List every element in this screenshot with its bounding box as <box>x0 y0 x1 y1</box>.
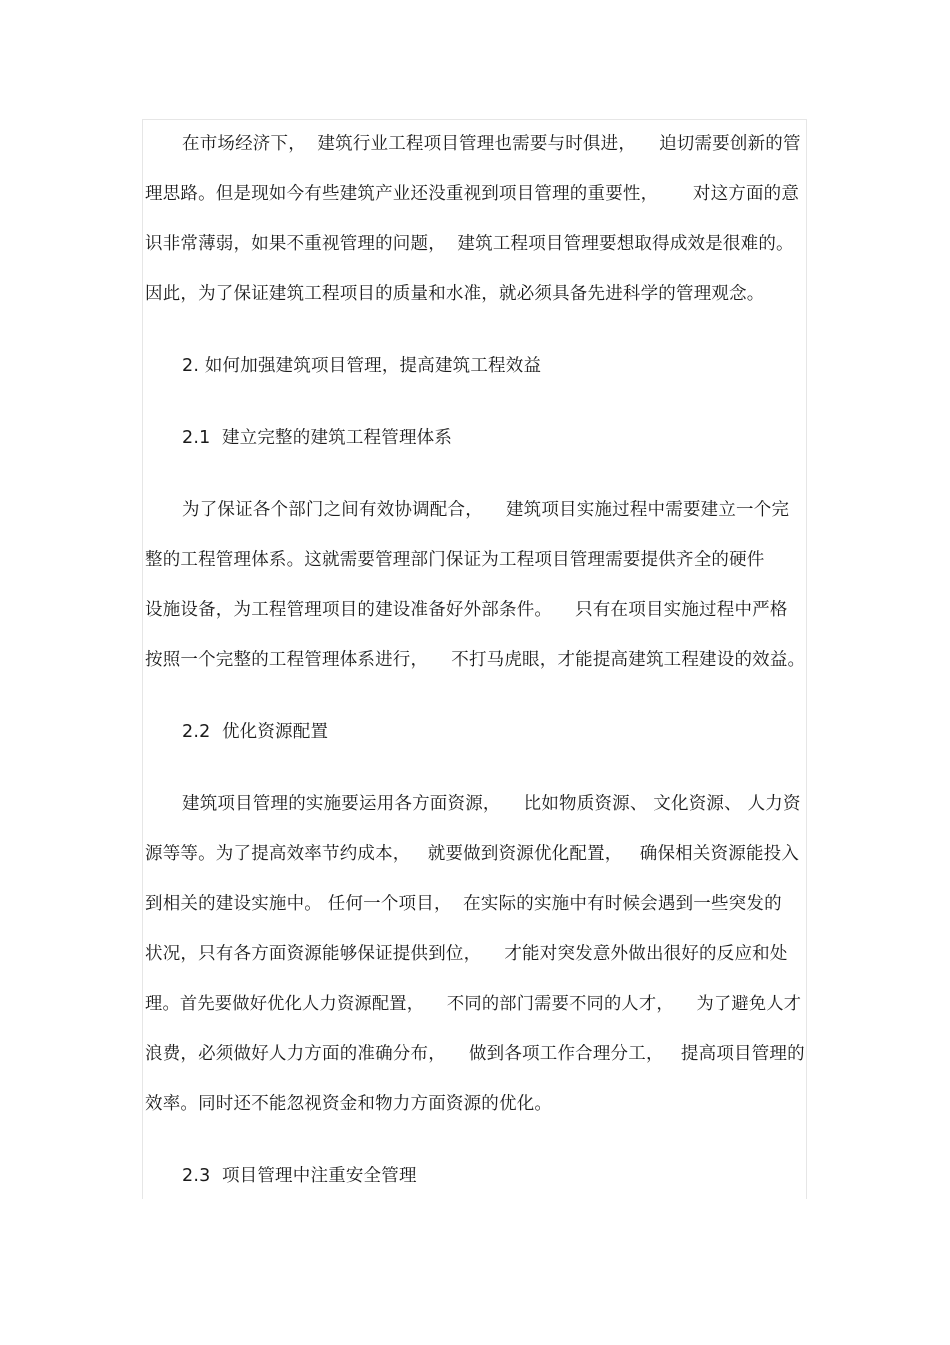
paragraph-3-line-3: 到相关的建设实施中。 任何一个项目， 在实际的实施中有时候会遇到一些突发的 <box>145 894 782 914</box>
paragraph-1-line-1: 在市场经济下， 建筑行业工程项目管理也需要与时俱进， 迫切需要创新的管 <box>182 134 801 154</box>
paragraph-3-line-1: 建筑项目管理的实施要运用各方面资源， 比如物质资源、 文化资源、 人力资 <box>182 794 801 814</box>
paragraph-3-line-2: 源等等。为了提高效率节约成本， 就要做到资源优化配置， 确保相关资源能投入 <box>145 844 800 864</box>
section-heading-2-3: 2.3 项目管理中注重安全管理 <box>182 1166 417 1186</box>
paragraph-3-line-5: 理。首先要做好优化人力资源配置， 不同的部门需要不同的人才， 为了避免人才 <box>145 994 802 1014</box>
paragraph-3-line-4: 状况，只有各方面资源能够保证提供到位， 才能对突发意外做出很好的反应和处 <box>145 944 788 964</box>
paragraph-3-line-7: 效率。同时还不能忽视资金和物力方面资源的优化。 <box>145 1094 553 1114</box>
section-heading-2-1: 2.1 建立完整的建筑工程管理体系 <box>182 428 453 448</box>
section-heading-2: 2. 如何加强建筑项目管理，提高建筑工程效益 <box>182 356 542 376</box>
paragraph-2-line-1: 为了保证各个部门之间有效协调配合， 建筑项目实施过程中需要建立一个完 <box>182 500 790 520</box>
paragraph-2-line-4: 按照一个完整的工程管理体系进行， 不打马虎眼，才能提高建筑工程建设的效益。 <box>145 650 806 670</box>
paragraph-2-line-2: 整的工程管理体系。这就需要管理部门保证为工程项目管理需要提供齐全的硬件 <box>145 550 765 570</box>
section-heading-2-2: 2.2 优化资源配置 <box>182 722 329 742</box>
paragraph-1-line-2: 理思路。但是现如今有些建筑产业还没重视到项目管理的重要性， 对这方面的意 <box>145 184 800 204</box>
paragraph-1-line-3: 识非常薄弱，如果不重视管理的问题， 建筑工程项目管理要想取得成效是很难的。 <box>145 234 794 254</box>
paragraph-2-line-3: 设施设备，为工程管理项目的建设准备好外部条件。 只有在项目实施过程中严格 <box>145 600 788 620</box>
paragraph-1-line-4: 因此，为了保证建筑工程项目的质量和水准，就必须具备先进科学的管理观念。 <box>145 284 765 304</box>
paragraph-3-line-6: 浪费，必须做好人力方面的准确分布， 做到各项工作合理分工， 提高项目管理的 <box>145 1044 805 1064</box>
